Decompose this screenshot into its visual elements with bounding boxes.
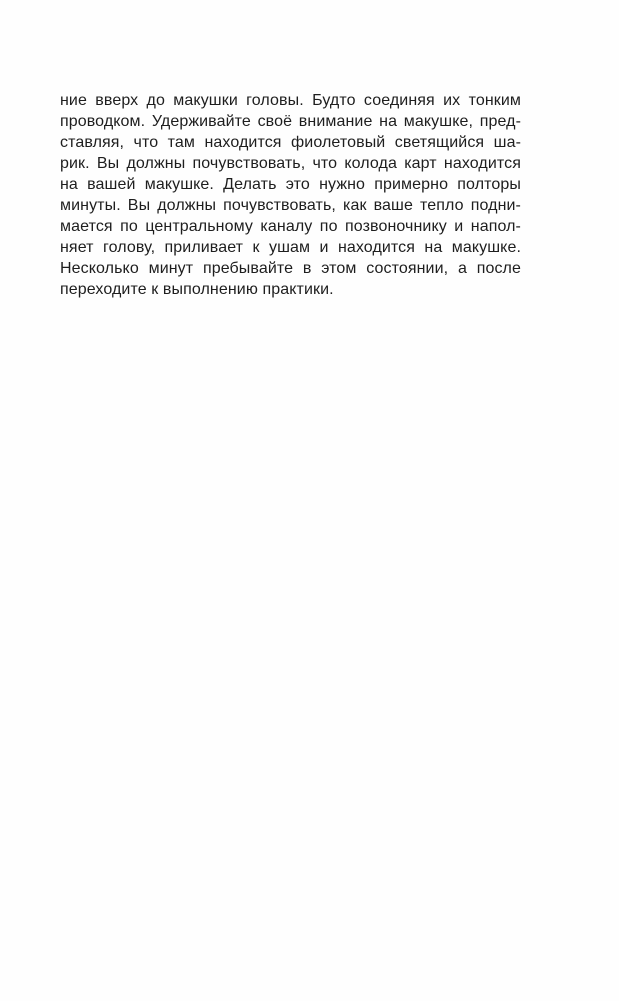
text-line: мается по центральному каналу по позвоночнику и напол- — [60, 218, 521, 235]
text-line: на вашей макушке. Делать это нужно примерно полторы — [60, 176, 521, 193]
text-line: Несколько минут пребывайте в этом состоянии, а после — [60, 260, 521, 277]
paragraph-continuation — [60, 90, 521, 300]
text-line: переходите к выполнению практики. — [60, 281, 334, 298]
text-line: проводком. Удерживайте своё внимание на макушке, пред- — [60, 113, 521, 130]
text-line: ставляя, что там находится фиолетовый светящийся ша- — [60, 134, 521, 151]
text-line: минуты. Вы должны почувствовать, как ваше тепло подни- — [60, 197, 521, 214]
text-line: ние вверх до макушки головы. Будто соединяя их тонким — [60, 92, 521, 109]
text-line: рик. Вы должны почувствовать, что колода карт находится — [60, 155, 521, 172]
text-line: няет голову, приливает к ушам и находится на макушке. — [60, 239, 521, 256]
